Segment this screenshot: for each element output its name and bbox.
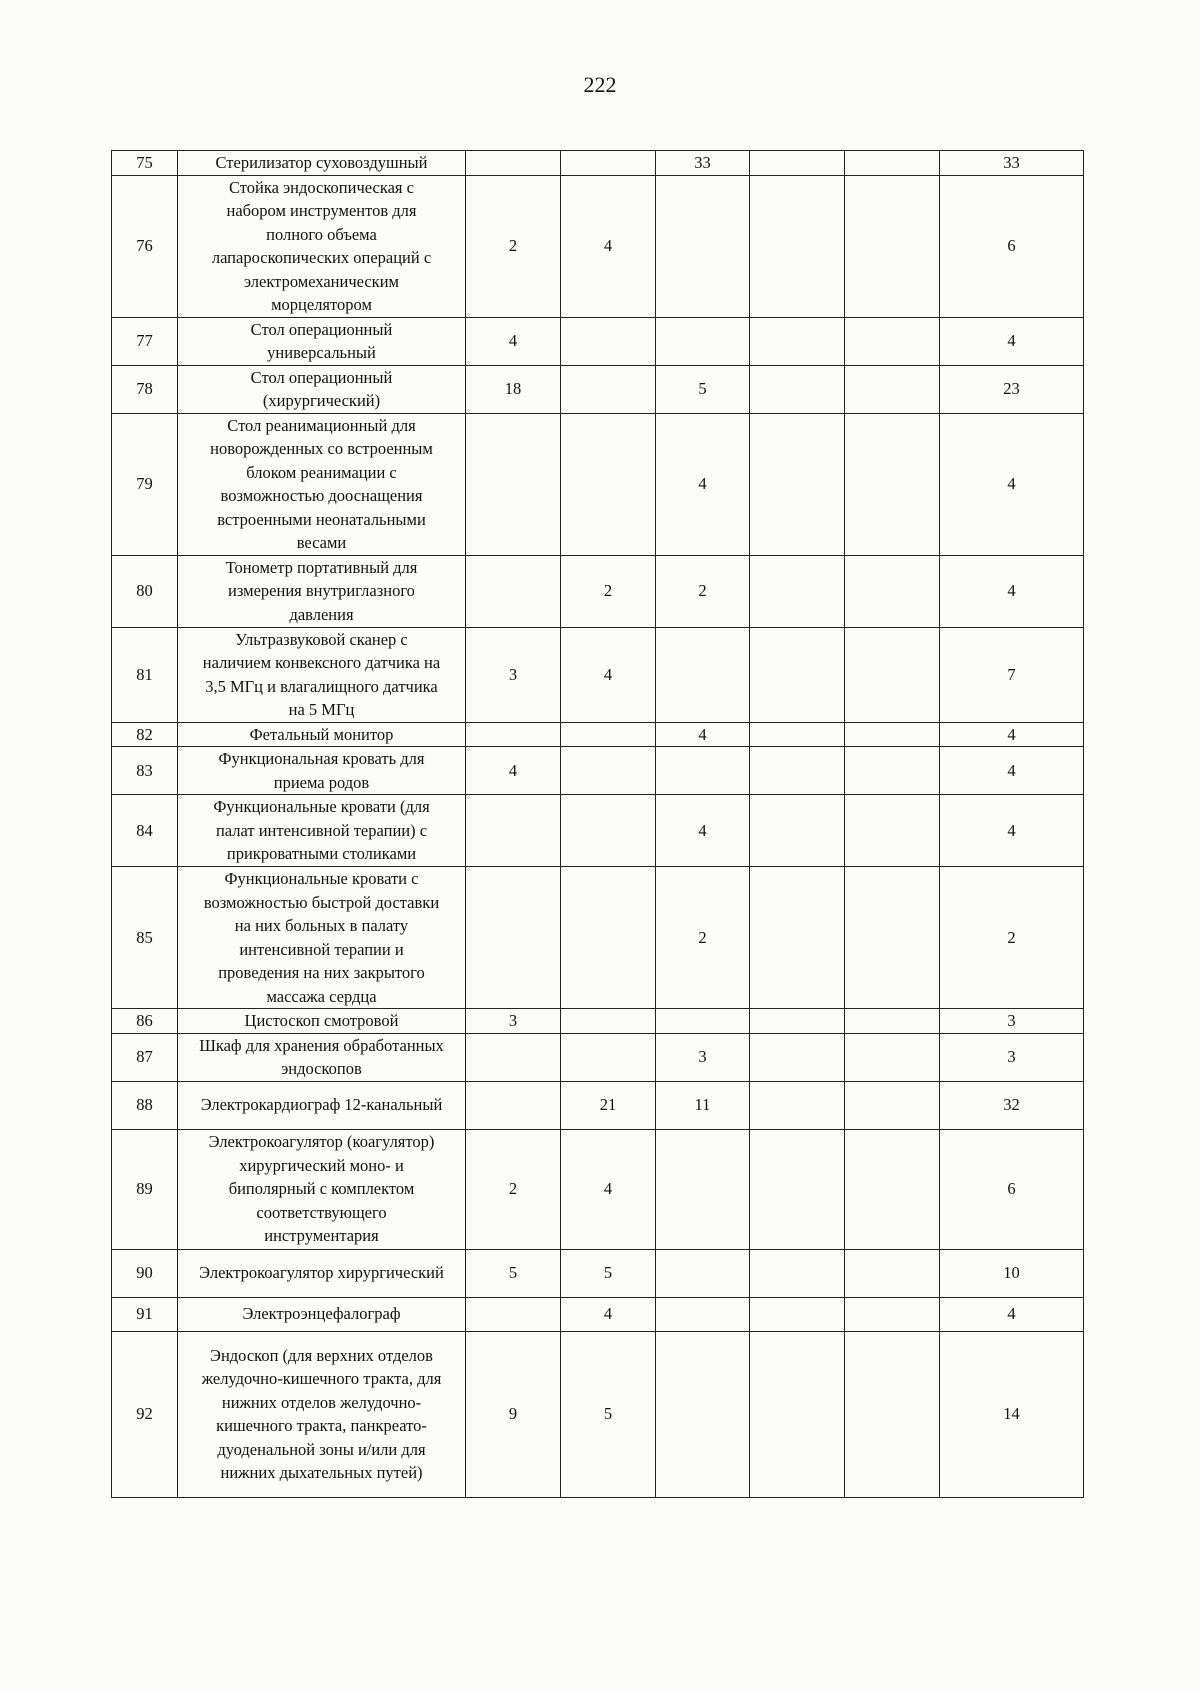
row-number: 77 (136, 331, 153, 351)
equipment-name-cell (178, 747, 466, 795)
equipment-name: Электроэнцефалограф (242, 1304, 401, 1324)
total-quantity: 3 (1007, 1011, 1016, 1030)
equipment-name: Шкаф для хранения обработанных эндоскопов (199, 1035, 444, 1078)
row-number: 91 (136, 1304, 153, 1324)
equipment-name-cell (178, 317, 466, 365)
quantity-1: 5 (508, 1263, 518, 1283)
total-cell (940, 627, 1084, 722)
equipment-name: Стол операционный (хирургический) (250, 367, 393, 410)
quantity-cell-4 (750, 722, 845, 747)
table-row (112, 1129, 1084, 1249)
row-number: 75 (136, 153, 153, 172)
total-cell (940, 1081, 1084, 1129)
equipment-name: Стерилизатор суховоздушный (215, 153, 428, 172)
equipment-name-cell (178, 175, 466, 317)
quantity-cell-2 (561, 867, 656, 1009)
quantity-cell-4 (750, 151, 845, 176)
row-number-cell (112, 1249, 178, 1297)
total-quantity: 14 (1003, 1404, 1020, 1424)
quantity-cell-3 (656, 627, 750, 722)
quantity-cell-5 (845, 867, 940, 1009)
row-number-cell (112, 627, 178, 722)
quantity-3: 4 (698, 474, 707, 494)
row-number-cell (112, 747, 178, 795)
quantity-2: 4 (603, 1304, 613, 1324)
row-number-cell (112, 555, 178, 627)
quantity-cell-3 (656, 1081, 750, 1129)
equipment-name: Электрокоагулятор (коагулятор) хирургический моно- и биполярный с комплектом соответствующего инструментария (208, 1132, 435, 1246)
quantity-2: 4 (603, 1179, 613, 1199)
quantity-1: 18 (504, 379, 522, 399)
quantity-cell-1 (466, 413, 561, 555)
quantity-cell-4 (750, 317, 845, 365)
total-cell (940, 1129, 1084, 1249)
quantity-3: 5 (698, 379, 707, 399)
total-quantity: 4 (1007, 760, 1016, 780)
row-number-cell (112, 1297, 178, 1331)
quantity-cell-4 (750, 175, 845, 317)
quantity-cell-5 (845, 317, 940, 365)
quantity-cell-2 (561, 555, 656, 627)
quantity-cell-2 (561, 627, 656, 722)
quantity-3: 2 (698, 581, 707, 601)
quantity-1: 2 (508, 236, 518, 256)
total-cell (940, 1033, 1084, 1081)
equipment-name-cell (178, 627, 466, 722)
quantity-cell-1 (466, 555, 561, 627)
quantity-cell-4 (750, 1249, 845, 1297)
quantity-cell-3 (656, 1009, 750, 1034)
quantity-cell-3 (656, 1129, 750, 1249)
row-number-cell (112, 413, 178, 555)
row-number-cell (112, 365, 178, 413)
row-number: 78 (136, 379, 153, 399)
table-row (112, 555, 1084, 627)
quantity-cell-4 (750, 1129, 845, 1249)
equipment-name-cell (178, 1081, 466, 1129)
quantity-cell-1 (466, 175, 561, 317)
total-quantity: 23 (1003, 379, 1020, 399)
total-quantity: 4 (1007, 331, 1016, 351)
row-number-cell (112, 1331, 178, 1497)
quantity-cell-1 (466, 795, 561, 867)
quantity-cell-5 (845, 747, 940, 795)
quantity-cell-5 (845, 1129, 940, 1249)
table-row (112, 1081, 1084, 1129)
quantity-1: 3 (508, 664, 518, 684)
table-row (112, 1249, 1084, 1297)
quantity-cell-5 (845, 555, 940, 627)
quantity-cell-5 (845, 1249, 940, 1297)
row-number: 82 (136, 724, 153, 744)
quantity-cell-4 (750, 555, 845, 627)
table-row (112, 1009, 1084, 1034)
total-quantity: 6 (1007, 1179, 1016, 1199)
total-cell (940, 722, 1084, 747)
row-number-cell (112, 317, 178, 365)
quantity-1: 4 (508, 331, 518, 351)
quantity-cell-3 (656, 151, 750, 176)
quantity-cell-4 (750, 365, 845, 413)
equipment-name-cell (178, 1129, 466, 1249)
quantity-cell-5 (845, 1331, 940, 1497)
total-cell (940, 795, 1084, 867)
row-number: 88 (136, 1095, 153, 1115)
equipment-name: Эндоскоп (для верхних отделов желудочно-кишечного тракта, для нижних отделов желудочно- кишечного тракта, панкреато- дуоденальной зоны и/или для нижних дыхательных путей) (201, 1345, 442, 1482)
page-number: 222 (583, 72, 617, 97)
equipment-name: Стол операционный универсальный (250, 319, 393, 362)
quantity-cell-5 (845, 1033, 940, 1081)
table-row (112, 413, 1084, 555)
table-row (112, 747, 1084, 795)
quantity-cell-2 (561, 1129, 656, 1249)
quantity-cell-2 (561, 1009, 656, 1034)
quantity-cell-1 (466, 151, 561, 176)
quantity-cell-2 (561, 413, 656, 555)
total-quantity: 10 (1003, 1263, 1020, 1283)
quantity-cell-4 (750, 1297, 845, 1331)
quantity-cell-1 (466, 317, 561, 365)
table-row (112, 175, 1084, 317)
quantity-cell-4 (750, 1033, 845, 1081)
equipment-table (111, 150, 1084, 1498)
row-number: 84 (136, 820, 153, 840)
quantity-cell-4 (750, 867, 845, 1009)
equipment-name: Ультразвуковой сканер с наличием конвексного датчика на 3,5 МГц и влагалищного датчика на 5 МГц (202, 629, 441, 719)
row-number-cell (112, 175, 178, 317)
quantity-cell-2 (561, 747, 656, 795)
quantity-cell-3 (656, 1297, 750, 1331)
total-cell (940, 1331, 1084, 1497)
table-row (112, 1297, 1084, 1331)
quantity-cell-3 (656, 1249, 750, 1297)
quantity-cell-5 (845, 413, 940, 555)
quantity-cell-1 (466, 1331, 561, 1497)
total-cell (940, 555, 1084, 627)
quantity-cell-2 (561, 1297, 656, 1331)
table-row (112, 1331, 1084, 1497)
quantity-cell-2 (561, 317, 656, 365)
equipment-name: Фетальный монитор (249, 724, 394, 744)
table-row (112, 627, 1084, 722)
quantity-cell-5 (845, 1081, 940, 1129)
quantity-1: 2 (508, 1179, 518, 1199)
total-quantity: 6 (1007, 236, 1016, 256)
quantity-cell-5 (845, 1009, 940, 1034)
total-quantity: 4 (1007, 474, 1016, 494)
row-number-cell (112, 151, 178, 176)
quantity-cell-3 (656, 1331, 750, 1497)
quantity-cell-3 (656, 722, 750, 747)
quantity-3: 11 (694, 1095, 711, 1115)
quantity-cell-3 (656, 365, 750, 413)
equipment-name: Стол реанимационный для новорожденных со встроенным блоком реанимации с возможностью дооснащения встроенными неонатальными весами (210, 415, 433, 552)
total-cell (940, 413, 1084, 555)
total-quantity: 2 (1007, 927, 1016, 947)
equipment-name-cell (178, 1297, 466, 1331)
total-cell (940, 867, 1084, 1009)
equipment-name: Электрокоагулятор хирургический (199, 1263, 444, 1283)
equipment-name-cell (178, 1009, 466, 1034)
equipment-name: Тонометр портативный для измерения внутриглазного давления (225, 557, 418, 624)
row-number: 87 (136, 1047, 153, 1067)
table-row (112, 151, 1084, 176)
quantity-3: 4 (698, 724, 707, 744)
quantity-cell-5 (845, 1297, 940, 1331)
quantity-cell-1 (466, 1249, 561, 1297)
equipment-name: Функциональные кровати (для палат интенсивной терапии) с прикроватными столиками (213, 797, 430, 864)
equipment-name-cell (178, 365, 466, 413)
quantity-2: 4 (603, 664, 613, 684)
total-cell (940, 1009, 1084, 1034)
row-number: 89 (136, 1179, 153, 1199)
quantity-cell-1 (466, 365, 561, 413)
quantity-cell-1 (466, 1129, 561, 1249)
quantity-1: 3 (508, 1011, 518, 1030)
total-cell (940, 365, 1084, 413)
equipment-table-body (112, 151, 1084, 1498)
equipment-name: Стойка эндоскопическая с набором инструментов для полного объема лапароскопических операций с электромеханическим морцелятором (211, 177, 432, 314)
total-cell (940, 175, 1084, 317)
row-number-cell (112, 867, 178, 1009)
quantity-cell-5 (845, 627, 940, 722)
quantity-cell-3 (656, 867, 750, 1009)
quantity-cell-3 (656, 747, 750, 795)
total-quantity: 4 (1007, 1304, 1016, 1324)
quantity-2: 5 (603, 1404, 613, 1424)
quantity-2: 21 (599, 1095, 617, 1115)
row-number-cell (112, 722, 178, 747)
row-number-cell (112, 795, 178, 867)
quantity-cell-1 (466, 867, 561, 1009)
quantity-cell-2 (561, 795, 656, 867)
total-quantity: 4 (1007, 724, 1016, 744)
quantity-cell-2 (561, 1081, 656, 1129)
quantity-cell-5 (845, 365, 940, 413)
equipment-name: Электрокардиограф 12-канальный (200, 1095, 443, 1115)
row-number: 79 (136, 474, 153, 494)
equipment-name-cell (178, 867, 466, 1009)
quantity-cell-2 (561, 1033, 656, 1081)
quantity-cell-2 (561, 365, 656, 413)
equipment-name: Функциональная кровать для приема родов (218, 749, 425, 792)
row-number: 90 (136, 1263, 153, 1283)
quantity-cell-4 (750, 1331, 845, 1497)
row-number-cell (112, 1033, 178, 1081)
quantity-3: 33 (694, 153, 711, 172)
total-cell (940, 151, 1084, 176)
row-number: 81 (136, 664, 153, 684)
quantity-2: 4 (603, 236, 613, 256)
quantity-1: 4 (508, 760, 518, 780)
equipment-name: Функциональные кровати с возможностью быстрой доставки на них больных в палату интенсивной терапии и проведения на них закрытого массажа сердца (203, 869, 440, 1006)
quantity-cell-4 (750, 1081, 845, 1129)
quantity-3: 4 (698, 820, 707, 840)
row-number: 92 (136, 1404, 153, 1424)
quantity-cell-2 (561, 1249, 656, 1297)
quantity-cell-4 (750, 747, 845, 795)
total-quantity: 4 (1007, 820, 1016, 840)
equipment-name: Цистоскоп смотровой (244, 1011, 399, 1030)
quantity-cell-5 (845, 151, 940, 176)
quantity-1: 9 (508, 1404, 518, 1424)
equipment-name-cell (178, 1249, 466, 1297)
quantity-cell-1 (466, 722, 561, 747)
total-quantity: 32 (1003, 1095, 1020, 1115)
quantity-3: 2 (698, 927, 707, 947)
table-row (112, 867, 1084, 1009)
total-quantity: 3 (1007, 1047, 1016, 1067)
quantity-cell-3 (656, 413, 750, 555)
row-number: 85 (136, 927, 153, 947)
quantity-cell-1 (466, 1009, 561, 1034)
quantity-cell-1 (466, 1081, 561, 1129)
quantity-cell-2 (561, 151, 656, 176)
row-number: 80 (136, 581, 153, 601)
total-cell (940, 747, 1084, 795)
quantity-cell-1 (466, 1033, 561, 1081)
table-row (112, 795, 1084, 867)
total-cell (940, 1249, 1084, 1297)
total-quantity: 4 (1007, 581, 1016, 601)
quantity-cell-5 (845, 795, 940, 867)
quantity-cell-4 (750, 795, 845, 867)
table-row (112, 722, 1084, 747)
quantity-cell-2 (561, 175, 656, 317)
quantity-cell-4 (750, 1009, 845, 1034)
equipment-name-cell (178, 722, 466, 747)
row-number: 76 (136, 236, 153, 256)
quantity-cell-2 (561, 722, 656, 747)
quantity-2: 5 (603, 1263, 613, 1283)
quantity-cell-3 (656, 175, 750, 317)
row-number: 86 (136, 1011, 153, 1030)
total-quantity: 33 (1003, 153, 1020, 172)
equipment-name-cell (178, 1331, 466, 1497)
total-cell (940, 317, 1084, 365)
equipment-name-cell (178, 413, 466, 555)
equipment-name-cell (178, 555, 466, 627)
equipment-name-cell (178, 795, 466, 867)
row-number-cell (112, 1081, 178, 1129)
table-row (112, 365, 1084, 413)
total-quantity: 7 (1007, 664, 1016, 684)
equipment-name-cell (178, 1033, 466, 1081)
row-number-cell (112, 1009, 178, 1034)
quantity-cell-1 (466, 747, 561, 795)
quantity-cell-1 (466, 1297, 561, 1331)
quantity-cell-5 (845, 175, 940, 317)
quantity-cell-1 (466, 627, 561, 722)
quantity-cell-4 (750, 627, 845, 722)
quantity-cell-4 (750, 413, 845, 555)
quantity-cell-5 (845, 722, 940, 747)
table-row (112, 1033, 1084, 1081)
quantity-cell-3 (656, 317, 750, 365)
quantity-cell-3 (656, 555, 750, 627)
row-number: 83 (136, 760, 153, 780)
quantity-cell-2 (561, 1331, 656, 1497)
equipment-name-cell (178, 151, 466, 176)
quantity-3: 3 (698, 1047, 707, 1067)
total-cell (940, 1297, 1084, 1331)
row-number-cell (112, 1129, 178, 1249)
quantity-cell-3 (656, 1033, 750, 1081)
quantity-cell-3 (656, 795, 750, 867)
quantity-2: 2 (603, 581, 613, 601)
table-row (112, 317, 1084, 365)
